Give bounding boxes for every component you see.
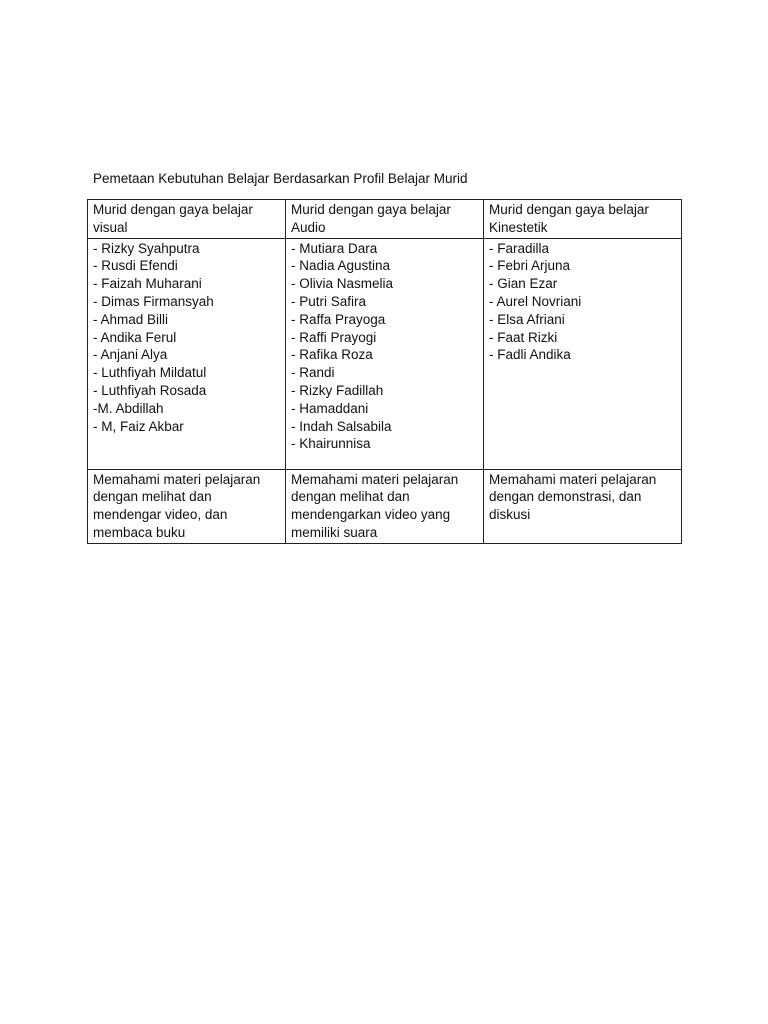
student-name-item: - Luthfiyah Mildatul <box>93 365 207 381</box>
visual-description: Memahami materi pelajaran dengan melihat dan mendengar video, dan membaca buku <box>88 469 286 543</box>
audio-student-list <box>291 240 478 454</box>
student-name-item: - Elsa Afriani <box>489 311 565 327</box>
student-name-item: - Olivia Nasmelia <box>291 276 394 292</box>
student-name-item: - Randi <box>291 365 335 381</box>
header-visual: Murid dengan gaya belajar visual <box>88 200 286 239</box>
learning-profile-table <box>87 199 682 544</box>
student-name-item: - Ahmad Billi <box>93 311 169 327</box>
student-name-item: - Faat Rizki <box>489 329 558 345</box>
student-name-item: - Nadia Agustina <box>291 258 391 274</box>
student-name-item: - Anjani Alya <box>93 347 168 363</box>
description-row <box>88 469 682 543</box>
kinesthetic-description: Memahami materi pelajaran dengan demonstrasi, dan diskusi <box>484 469 682 543</box>
student-name-item: - Hamaddani <box>291 400 369 416</box>
student-name-item: - Faradilla <box>489 240 550 256</box>
kinesthetic-students-cell <box>484 238 682 469</box>
audio-description: Memahami materi pelajaran dengan melihat dan mendengarkan video yang memiliki suara <box>286 469 484 543</box>
student-name-item: - Putri Safira <box>291 293 367 309</box>
student-name-item: - Rizky Syahputra <box>93 240 200 256</box>
audio-students-cell <box>286 238 484 469</box>
student-name-item: - Rizky Fadillah <box>291 382 384 398</box>
student-name-item: - Raffi Prayogi <box>291 329 377 345</box>
student-name-item: - Luthfiyah Rosada <box>93 382 207 398</box>
student-name-item: - M, Faiz Akbar <box>93 418 184 434</box>
student-names-row <box>88 238 682 469</box>
header-kinesthetic: Murid dengan gaya belajar Kinestetik <box>484 200 682 239</box>
student-name-item: - Dimas Firmansyah <box>93 293 214 309</box>
student-name-item: - Rafika Roza <box>291 347 373 363</box>
student-name-item: - Gian Ezar <box>489 276 558 292</box>
student-name-item: - Aurel Novriani <box>489 293 582 309</box>
page-title: Pemetaan Kebutuhan Belajar Berdasarkan Profil Belajar Murid <box>93 171 468 186</box>
student-name-item: -M. Abdillah <box>93 400 164 416</box>
student-name-item: - Fadli Andika <box>489 347 571 363</box>
student-name-item: - Faizah Muharani <box>93 276 202 292</box>
student-name-item: - Rusdi Efendi <box>93 258 178 274</box>
kinesthetic-student-list <box>489 240 676 365</box>
student-name-item: - Andika Ferul <box>93 329 177 345</box>
table-header-row <box>88 200 682 239</box>
student-name-item: - Khairunnisa <box>291 436 371 452</box>
student-name-item: - Raffa Prayoga <box>291 311 386 327</box>
visual-student-list <box>93 240 280 436</box>
visual-students-cell <box>88 238 286 469</box>
student-name-item: - Indah Salsabila <box>291 418 392 434</box>
student-name-item: - Mutiara Dara <box>291 240 378 256</box>
student-name-item: - Febri Arjuna <box>489 258 571 274</box>
header-audio: Murid dengan gaya belajar Audio <box>286 200 484 239</box>
